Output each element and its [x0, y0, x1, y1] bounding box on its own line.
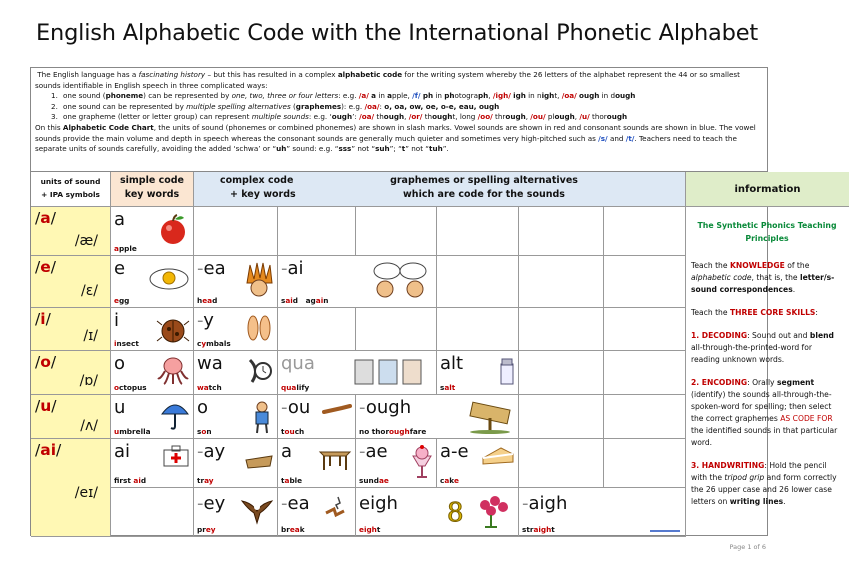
grapheme-cell: -ay tray	[194, 439, 278, 488]
header-simple-code: simple code key words	[111, 172, 194, 207]
beetle-icon	[156, 313, 190, 345]
eagle-icon	[240, 493, 274, 525]
header-sounds: units of sound + IPA symbols	[31, 172, 111, 207]
info-panel: The Synthetic Phonics Teaching Principles Teach the KNOWLEDGE of the alphabetic code, that is, the letter/s-sound correspondences. Teach the THREE CORE SKILLS: 1. DECODING: Sound out and blend all-through-the-printed-word for reading unknown words. 2. ENCODING: Orally segment (identify) the sounds all-through-the-spoken-word for spelling; then select the correct graphemes AS CODE FOR the identified sounds in that particular word. 3. HANDWRITING: Hold the pencil with the tripod grip and form correctly the 26 upper case and 26 lower case letters on writing lines.	[691, 221, 838, 506]
grapheme-cell: -ou touch	[278, 395, 356, 439]
grapheme-cell: a-e cake	[437, 439, 519, 488]
grapheme-cell: eigh 8 eight	[356, 488, 519, 537]
sound-cell: /a/ /æ/	[31, 207, 111, 256]
salt-icon	[499, 356, 515, 386]
apple-icon	[156, 212, 190, 246]
header-information: information	[686, 172, 849, 207]
grapheme-cell: qua qualify	[278, 351, 437, 395]
grapheme-cell: -y cymbals	[194, 308, 278, 351]
intro-text: The English language has a fascinating history – but this has resulted in a complex alphabetic code for the writing system whereby the 26 letters of the alphabet represent the 44 or so smallest sounds identifiable in English speech in three complicated ways: 1. one sound (phoneme) can be represented by one, two, three or four letters: e.g. /a/ a in apple, /f/ ph in photograph, /igh/ igh in night, /oa/ ough in dough 2. one sound can be represented by multiple spelling alternatives (graphemes): e.g. /oa/: o, oa, ow, oe, o-e, eau, ough 3. one grapheme (letter or letter group) can represent multiple sounds: e.g. ‘ough’: /oa/ though, /or/ thought, long /oo/ through, /ou/ plough, /u/ thorough On this Alphabetic Code Chart, the units of sound (phonemes or combined phonemes) are shown in slash marks. Vowel sounds are shown in red and consonant sounds are shown in blue. The vowel sounds provide the main volume and depth in speech whereas the consonant sounds are generally much quieter and sometimes very high-pitched such as /s/ and /t/. Teachers need to teach the separate units of sounds carefully, avoiding the added ‘schwa’ or “uh” sound: e.g. “sss” not “suh”; “t” not “tuh”.	[30, 67, 768, 171]
tray-icon	[244, 444, 274, 470]
sound-cell: /ai/ /eɪ/	[31, 439, 111, 537]
grapheme-cell: a apple	[111, 207, 194, 256]
sound-cell: /u/ /ʌ/	[31, 395, 111, 439]
grapheme-cell: -ai said again	[278, 256, 437, 308]
headdress-icon	[244, 261, 274, 301]
table-icon	[318, 444, 352, 472]
son-icon	[250, 400, 274, 434]
touch-icon	[322, 400, 352, 420]
sign-icon	[465, 400, 515, 434]
grapheme-cell: u umbrella	[111, 395, 194, 439]
svg-text:8: 8	[447, 498, 464, 528]
firstaid-icon	[162, 444, 190, 468]
break-icon	[322, 493, 352, 523]
grapheme-cell: -ough no thoroughfare	[356, 395, 519, 439]
line-icon	[648, 493, 682, 533]
eight-icon	[445, 493, 515, 529]
grapheme-cell: -ea head	[194, 256, 278, 308]
grapheme-cell: -ey prey	[194, 488, 278, 537]
cymbals-icon	[244, 313, 274, 343]
grapheme-cell: -aigh straight	[519, 488, 686, 537]
grapheme-cell: e egg	[111, 256, 194, 308]
grapheme-cell: wa watch	[194, 351, 278, 395]
header-complex-code: complex code + key words graphemes or spelling alternatives which are code for the sounds	[194, 172, 686, 207]
grapheme-cell: o son	[194, 395, 278, 439]
watch-icon	[246, 356, 274, 386]
medal-icon	[353, 356, 433, 388]
cake-icon	[481, 444, 515, 466]
page-number: Page 1 of 6	[729, 543, 766, 551]
code-chart	[30, 171, 838, 536]
speech-icon	[367, 261, 433, 301]
grapheme-cell: -ae sundae	[356, 439, 437, 488]
sound-cell: /i/ /ɪ/	[31, 308, 111, 351]
umbrella-icon	[160, 400, 190, 432]
grapheme-cell: a table	[278, 439, 356, 488]
sound-cell: /o/ /ɒ/	[31, 351, 111, 395]
grapheme-cell: -ea break	[278, 488, 356, 537]
grapheme-cell: i insect	[111, 308, 194, 351]
page-title: English Alphabetic Code with the International Phonetic Alphabet	[36, 20, 758, 46]
grapheme-cell: alt salt	[437, 351, 519, 395]
grapheme-cell: o octopus	[111, 351, 194, 395]
grapheme-cell: ai first aid	[111, 439, 194, 488]
sundae-icon	[411, 444, 433, 480]
egg-icon	[148, 261, 190, 293]
octopus-icon	[156, 356, 190, 386]
sound-cell: /e/ /ɛ/	[31, 256, 111, 308]
